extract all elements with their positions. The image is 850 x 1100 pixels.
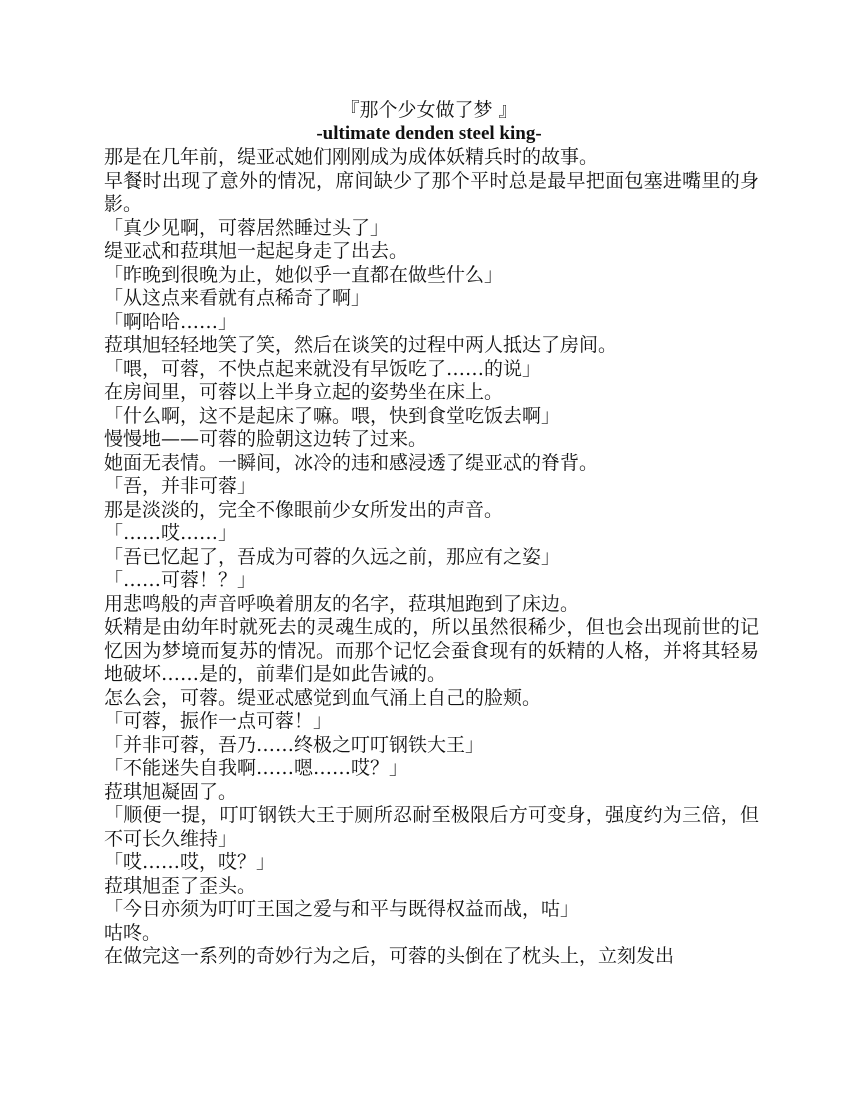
paragraph: 那是在几年前，缇亚忒她们刚刚成为成体妖精兵时的故事。 (104, 146, 599, 168)
paragraph: 在房间里，可蓉以上半身立起的姿势坐在床上。 (104, 381, 504, 403)
paragraph: 慢慢地——可蓉的脸朝这边转了过来。 (104, 428, 428, 450)
paragraph: 缇亚忒和菈琪旭一起起身走了出去。 (104, 240, 409, 262)
paragraph: 她面无表情。一瞬间，冰冷的违和感浸透了缇亚忒的脊背。 (104, 451, 599, 474)
paragraph: 「吾已忆起了，吾成为可蓉的久远之前，那应有之姿」 (104, 545, 561, 568)
paragraph: 「……哎……」 (104, 522, 238, 544)
paragraph: 「可蓉，振作一点可蓉！」 (104, 710, 333, 732)
paragraph: 「昨晚到很晚为止，她似乎一直都在做些什么」 (104, 263, 504, 286)
paragraph: 菈琪旭轻轻地笑了笑，然后在谈笑的过程中两人抵达了房间。 (104, 334, 618, 356)
document-page (99, 98, 759, 969)
paragraph: 早餐时出现了意外的情况，席间缺少了那个平时总是最早把面包塞进嘴里的身影。 (104, 169, 759, 215)
paragraph: 「从这点来看就有点稀奇了啊」 (104, 287, 371, 309)
paragraph: 菈琪旭歪了歪头。 (104, 874, 257, 897)
paragraph: 「并非可蓉，吾乃……终极之叮叮钢铁大王」 (104, 733, 485, 756)
document-subtitle: -ultimate denden steel king- (316, 123, 542, 144)
paragraph: 怎么会，可蓉。缇亚忒感觉到血气涌上自己的脸颊。 (104, 686, 542, 709)
paragraph: 那是淡淡的，完全不像眼前少女所发出的声音。 (104, 498, 504, 521)
paragraph: 「真少见啊，可蓉居然睡过头了」 (104, 216, 390, 239)
paragraph: 「吾，并非可蓉」 (104, 475, 257, 497)
paragraph: 「啊哈哈……」 (104, 310, 238, 333)
paragraph: 「今日亦须为叮叮王国之爱与和平与既得权益而战，咕」 (104, 898, 580, 920)
document-body (99, 146, 759, 969)
paragraph: 「哎……哎，哎？」 (104, 851, 276, 873)
paragraph: 妖精是由幼年时就死去的灵魂生成的，所以虽然很稀少，但也会出现前世的记忆因为梦境而复苏的情况。而那个记忆会蚕食现有的妖精的人格，并将其轻易地破坏……是的，前辈们是如此告诫的。 (104, 616, 759, 685)
paragraph: 「顺便一提，叮叮钢铁大王于厕所忍耐至极限后方可变身，强度约为三倍，但不可长久维持」 (104, 804, 759, 850)
paragraph: 「……可蓉！？」 (104, 569, 257, 591)
document-title: 『那个少女做了梦 』 (340, 99, 518, 121)
paragraph: 「什么啊，这不是起床了嘛。喂，快到食堂吃饭去啊」 (104, 404, 561, 427)
paragraph: 「不能迷失自我啊……嗯……哎？」 (104, 757, 409, 779)
paragraph: 咕咚。 (104, 921, 162, 944)
paragraph: 在做完这一系列的奇妙行为之后，可蓉的头倒在了枕头上，立刻发出 (104, 945, 675, 967)
paragraph: 菈琪旭凝固了。 (104, 780, 238, 803)
paragraph: 「喂，可蓉，不快点起来就没有早饭吃了……的说」 (104, 357, 542, 380)
paragraph: 用悲鸣般的声音呼唤着朋友的名字，菈琪旭跑到了床边。 (104, 592, 580, 615)
